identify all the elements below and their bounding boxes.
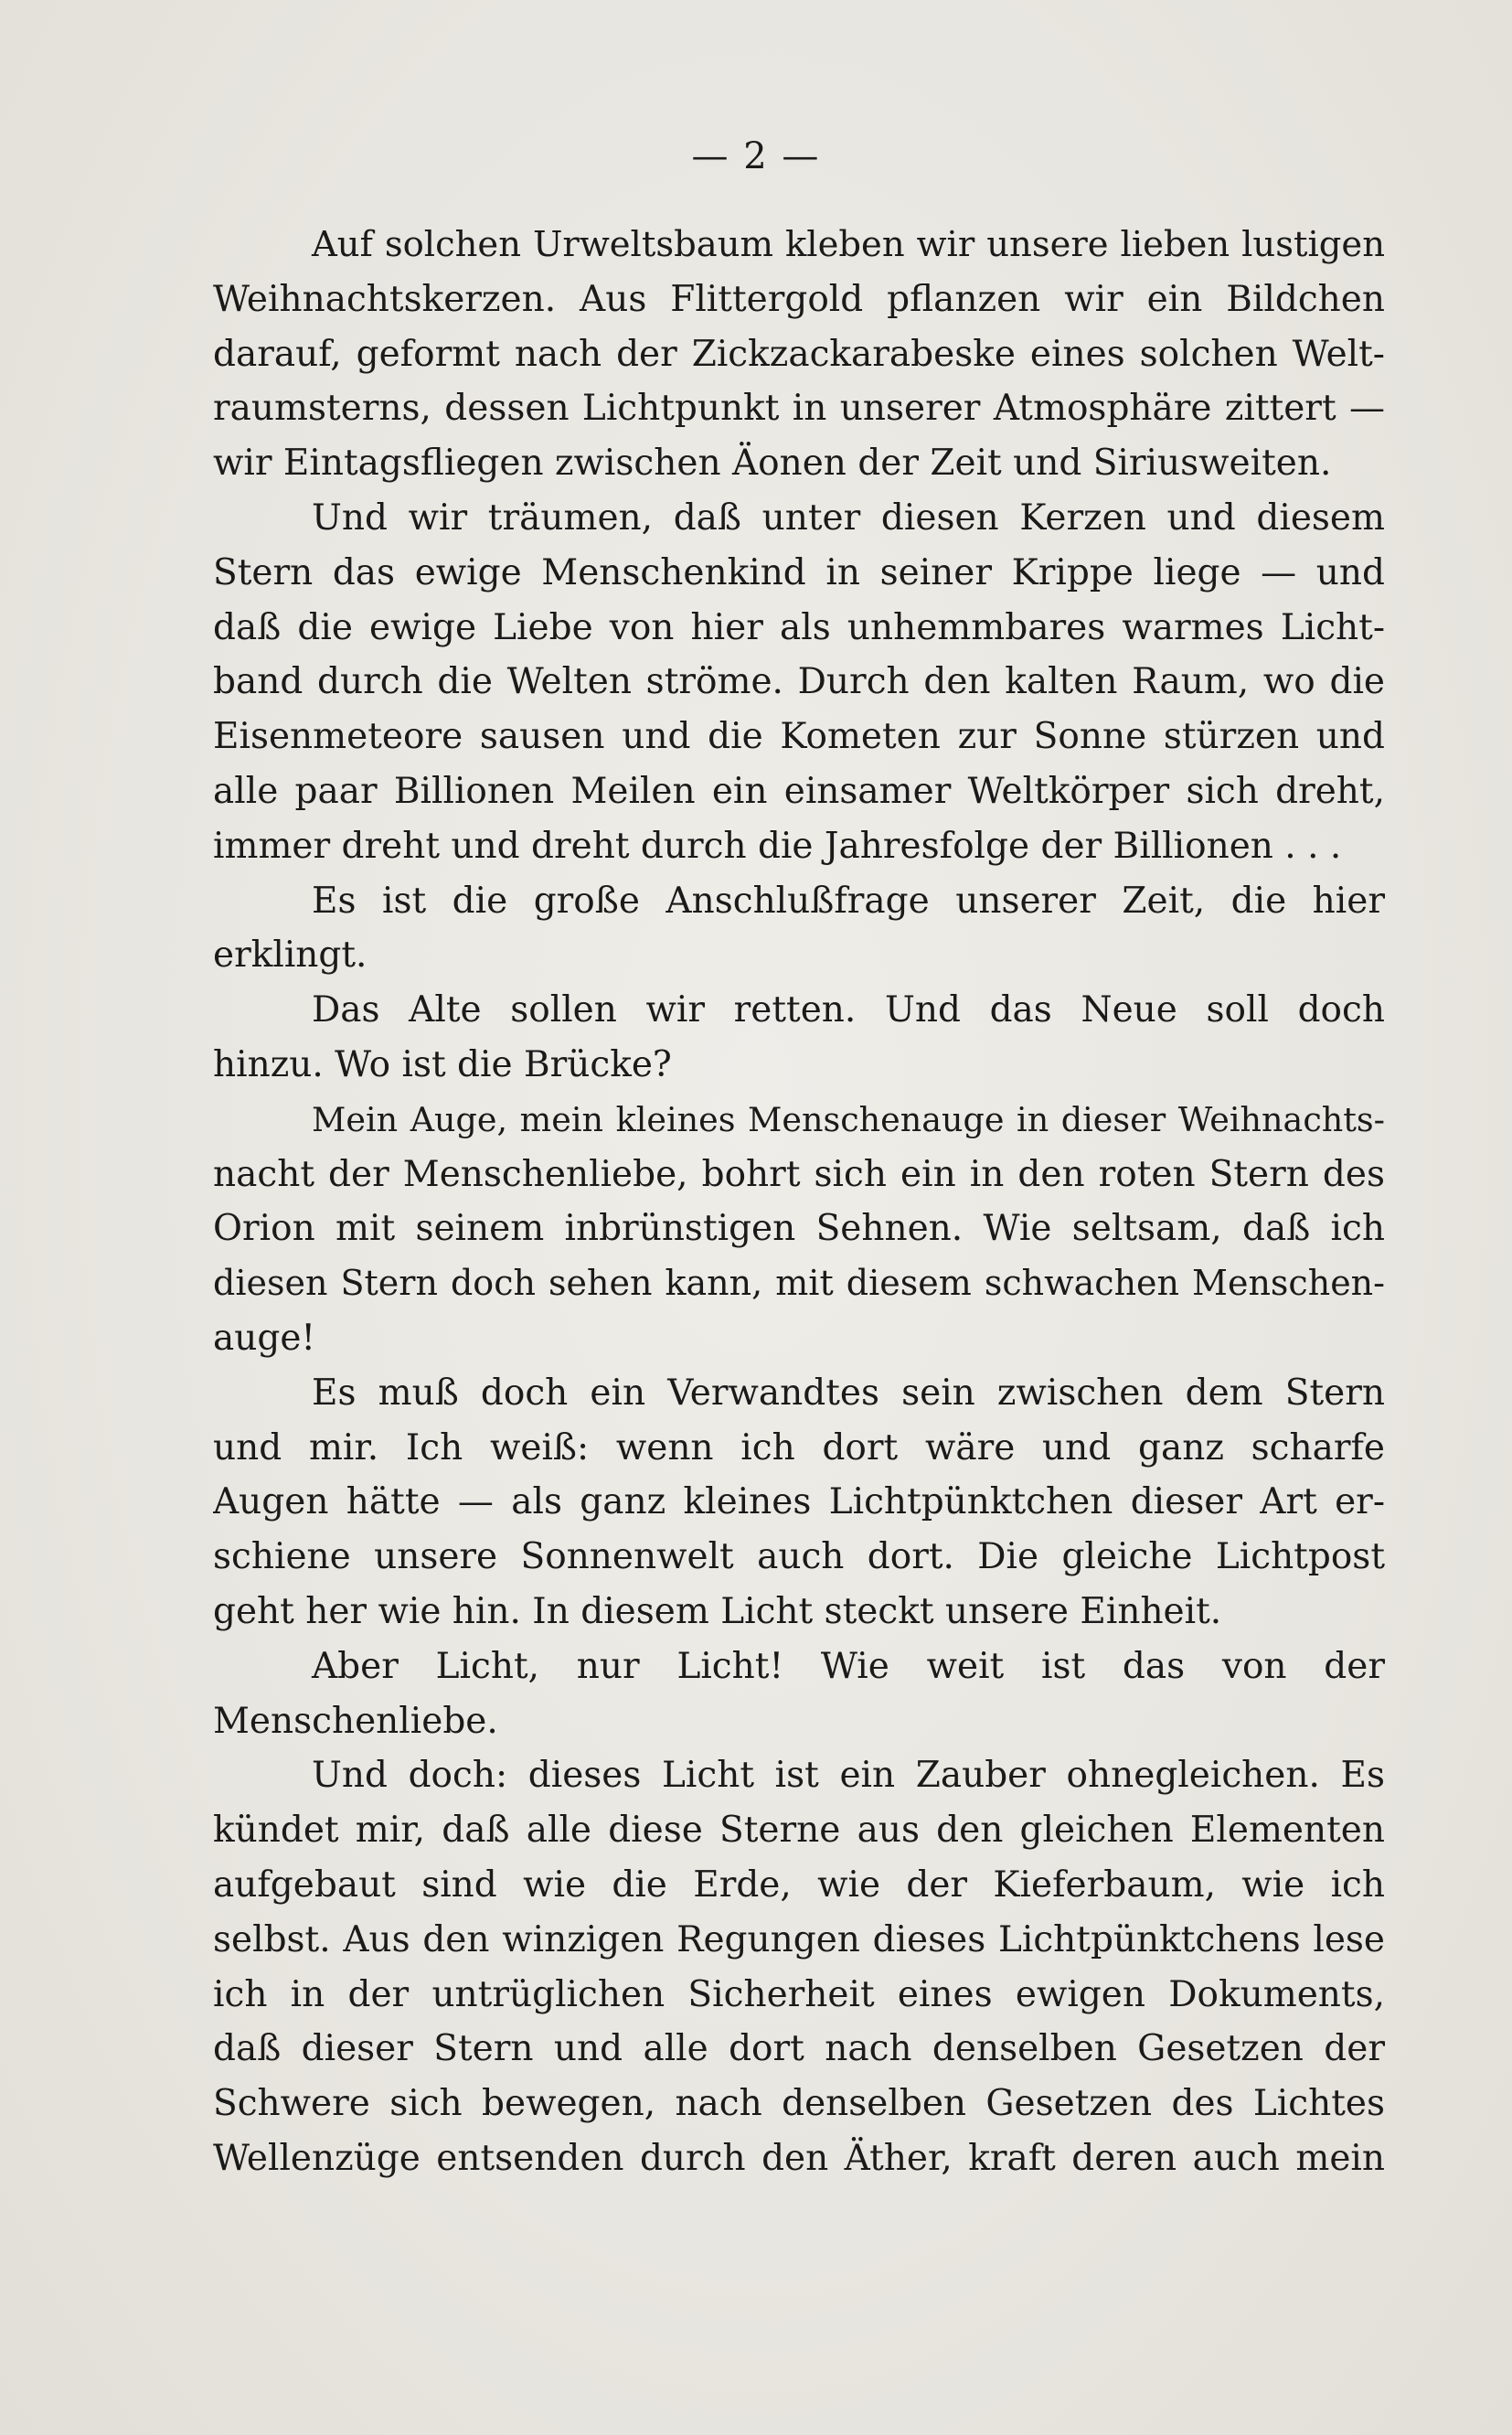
- text-line: aufgebaut sind wie die Erde, wie der Kieferbaum, wie ich: [213, 1864, 1385, 1906]
- page-number: — 2 —: [691, 135, 821, 177]
- text-line: selbst. Aus den winzigen Regungen dieses Lichtpünktchens lese: [213, 1918, 1385, 1960]
- text-line: immer dreht und dreht durch die Jahresfolge der Billionen . . .: [213, 825, 1342, 867]
- text-line: Und doch: dieses Licht ist ein Zauber ohnegleichen. Es: [312, 1755, 1385, 1797]
- text-line: wir Eintagsfliegen zwischen Äonen der Zeit und Siriusweiten.: [213, 443, 1332, 485]
- text-line: Es ist die große Anschlußfrage unserer Zeit, die hier: [312, 880, 1385, 922]
- text-line: auge!: [213, 1317, 316, 1359]
- text-line: erklingt.: [213, 934, 367, 977]
- text-line: geht her wie hin. In diesem Licht steckt unsere Einheit.: [213, 1590, 1222, 1632]
- text-line: Wellenzüge entsenden durch den Äther, kraft deren auch mein: [213, 2137, 1385, 2179]
- text-line: und mir. Ich weiß: wenn ich dort wäre und ganz scharfe: [213, 1426, 1385, 1468]
- text-line: Schwere sich bewegen, nach denselben Gesetzen des Lichtes: [213, 2083, 1385, 2125]
- text-line: Stern das ewige Menschenkind in seiner Krippe liege — und: [213, 551, 1385, 593]
- text-line: ich in der untrüglichen Sicherheit eines ewigen Dokuments,: [213, 1973, 1385, 2015]
- text-line: diesen Stern doch sehen kann, mit diesem schwachen Menschen-: [213, 1263, 1385, 1304]
- text-line: Augen hätte — als ganz kleines Lichtpünktchen dieser Art er-: [213, 1481, 1385, 1523]
- text-line: kündet mir, daß alle diese Sterne aus den gleichen Elementen: [213, 1810, 1385, 1852]
- text-line: raumsterns, dessen Lichtpunkt in unserer Atmosphäre zittert —: [213, 388, 1385, 430]
- text-line: Es muß doch ein Verwandtes sein zwischen dem Stern: [312, 1372, 1385, 1414]
- text-line: hinzu. Wo ist die Brücke?: [213, 1043, 672, 1085]
- text-line: band durch die Welten ströme. Durch den kalten Raum, wo die: [213, 661, 1385, 703]
- text-line: schiene unsere Sonnenwelt auch dort. Die gleiche Lichtpost: [213, 1536, 1385, 1578]
- text-line: Das Alte sollen wir retten. Und das Neue soll doch: [312, 989, 1385, 1031]
- text-line: Weihnachtskerzen. Aus Flittergold pflanzen wir ein Bildchen: [213, 278, 1385, 320]
- text-line: Mein Auge, mein kleines Menschenauge in dieser Weihnachts-: [312, 1099, 1385, 1139]
- body-text: [213, 218, 1385, 2186]
- text-line: Auf solchen Urweltsbaum kleben wir unsere lieben lustigen: [312, 224, 1385, 265]
- text-line: Aber Licht, nur Licht! Wie weit ist das von der: [312, 1645, 1385, 1687]
- text-line: nacht der Menschenliebe, bohrt sich ein in den roten Stern des: [213, 1153, 1385, 1195]
- text-line: alle paar Billionen Meilen ein einsamer Weltkörper sich dreht,: [213, 770, 1385, 812]
- text-line: Und wir träumen, daß unter diesen Kerzen und diesem: [312, 497, 1385, 539]
- text-line: Menschenliebe.: [213, 1700, 498, 1742]
- text-line: daß dieser Stern und alle dort nach denselben Gesetzen der: [213, 2028, 1385, 2070]
- text-line: daß die ewige Liebe von hier als unhemmbares warmes Licht-: [213, 606, 1385, 648]
- text-line: darauf, geformt nach der Zickzackarabeske eines solchen Welt-: [213, 333, 1385, 375]
- text-line: Orion mit seinem inbrünstigen Sehnen. Wie seltsam, daß ich: [213, 1208, 1385, 1250]
- text-line: Eisenmeteore sausen und die Kometen zur Sonne stürzen und: [213, 716, 1385, 758]
